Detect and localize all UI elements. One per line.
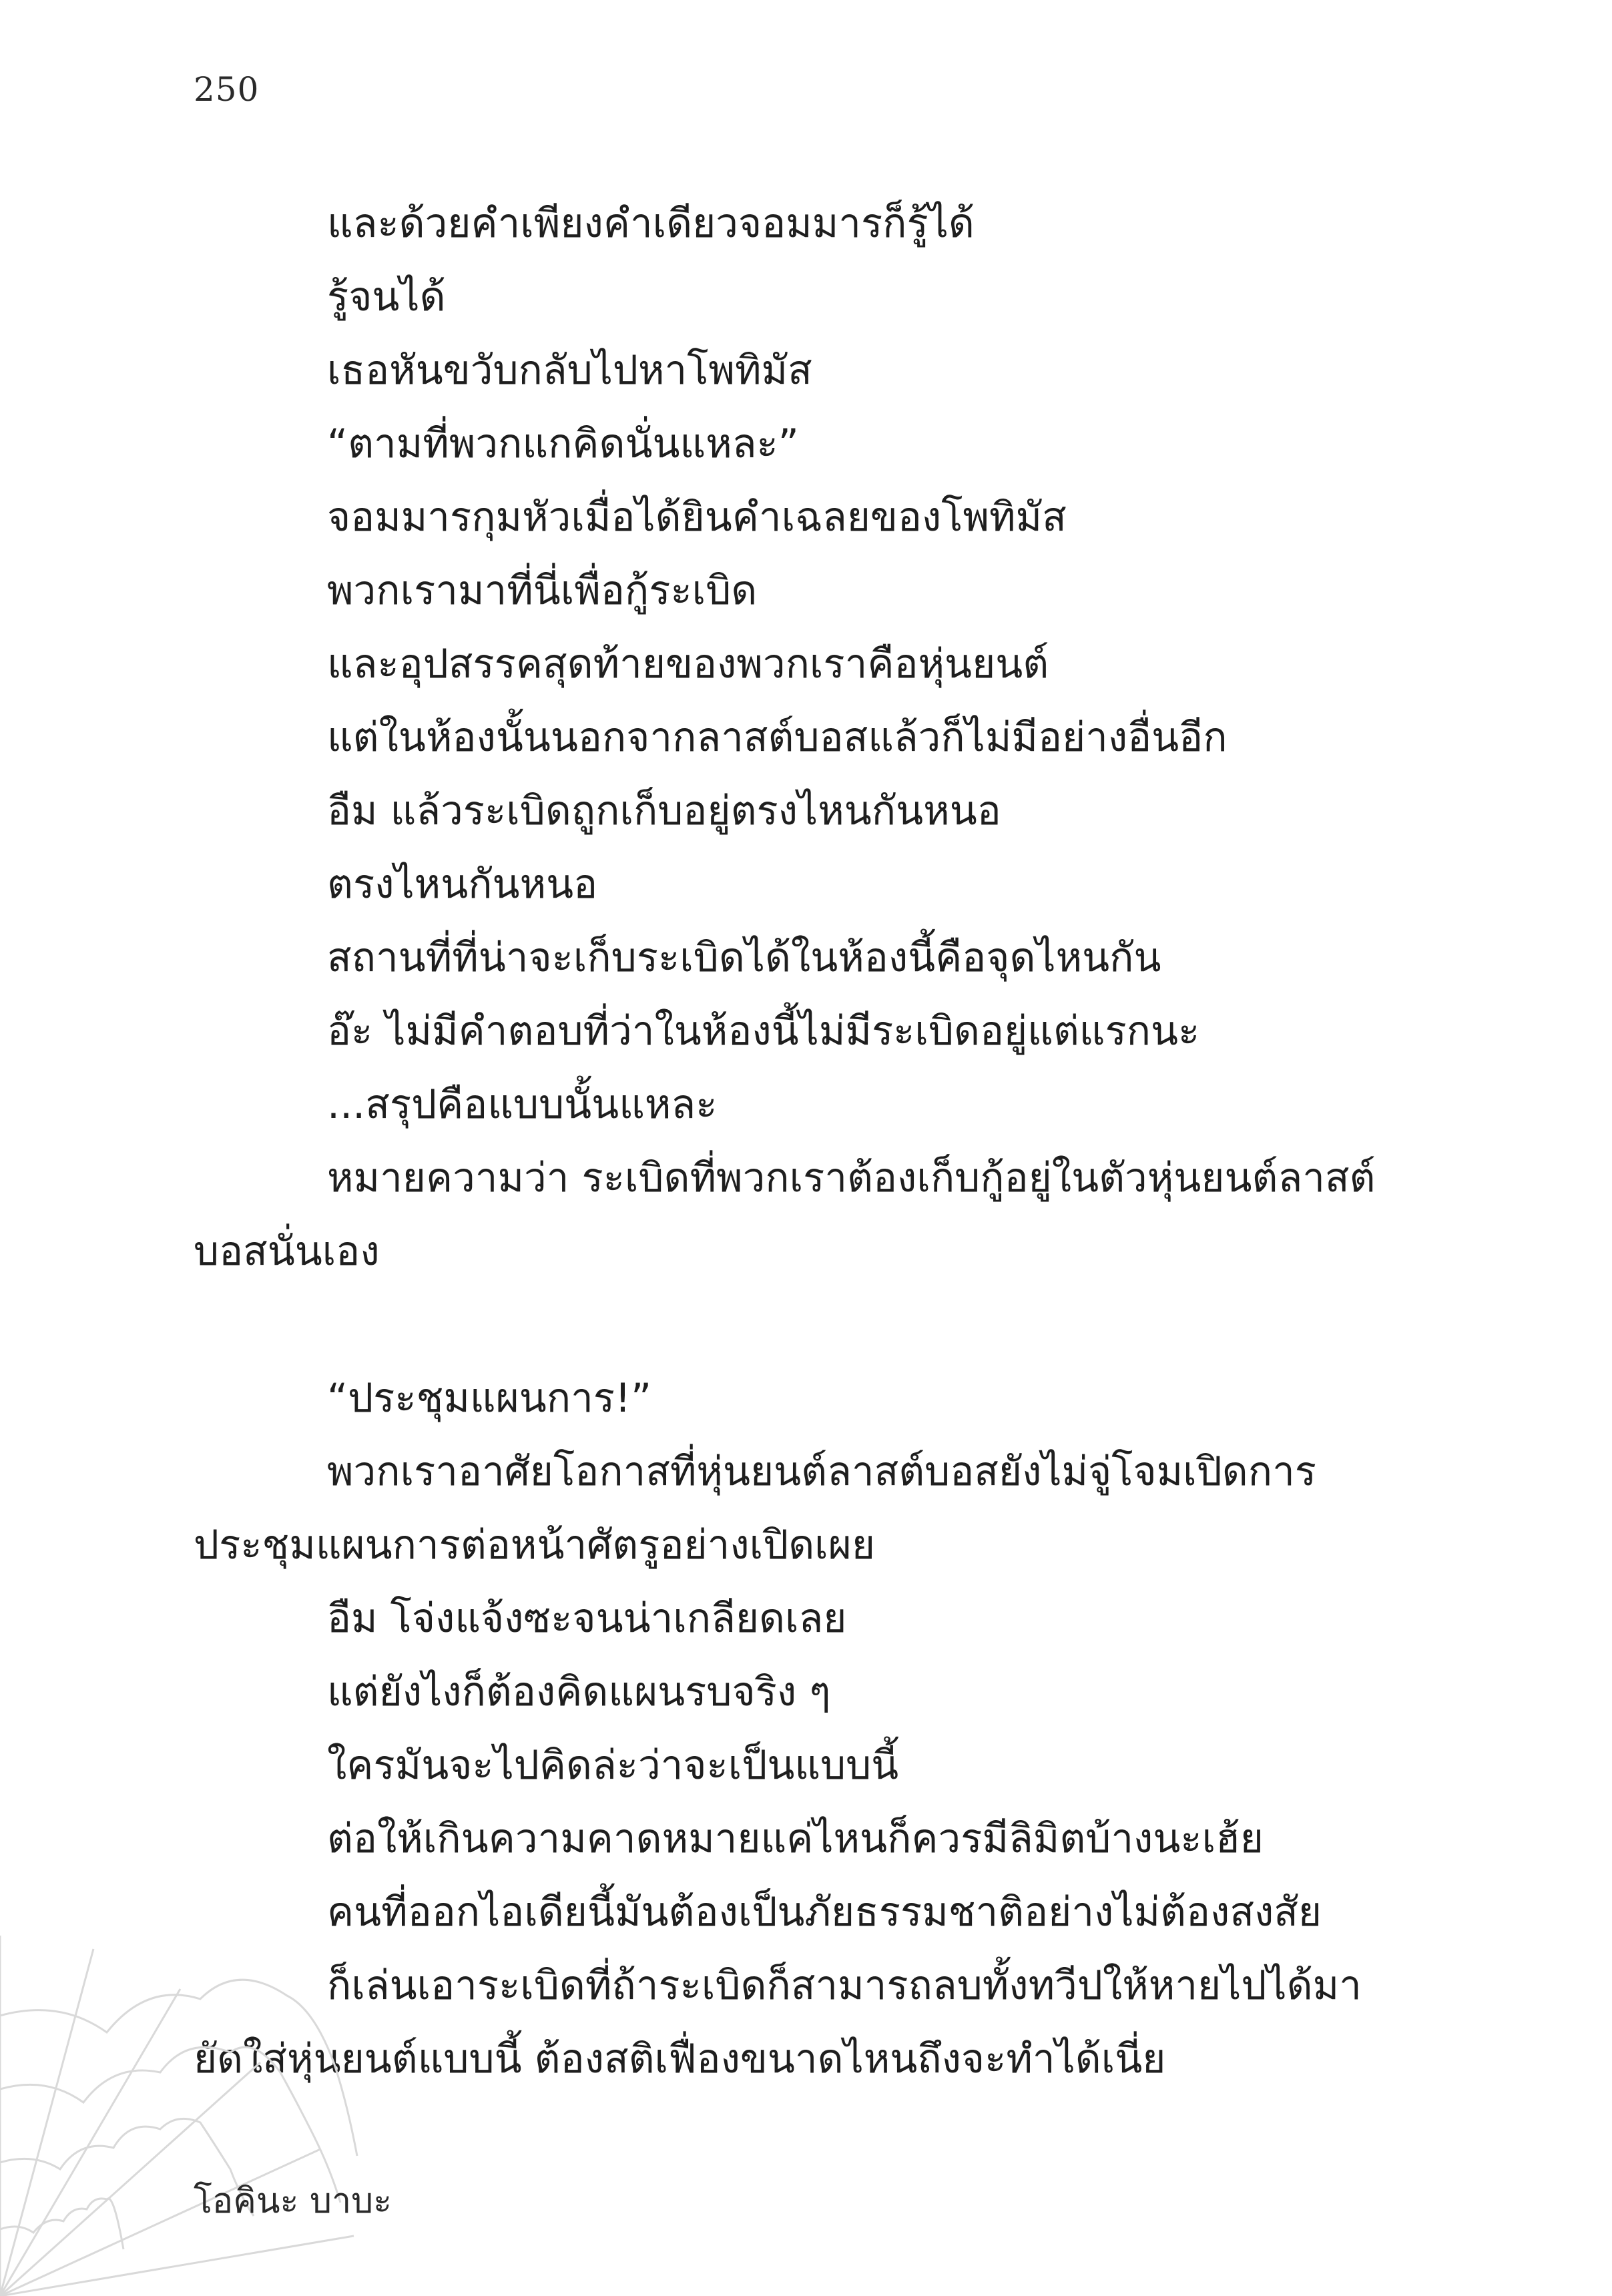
paragraph: พวกเรามาที่นี่เพื่อกู้ระเบิด: [327, 567, 758, 614]
paragraph: แต่ยังไงก็ต้องคิดแผนรบจริง ๆ: [327, 1669, 831, 1715]
chapter-text: [194, 187, 1408, 2096]
paragraph: “ตามที่พวกแกคิดนั่นแหละ”: [327, 420, 799, 467]
paragraph: อืม แล้วระเบิดถูกเก็บอยู่ตรงไหนกันหนอ: [327, 788, 1001, 834]
paragraph: สถานที่ที่น่าจะเก็บระเบิดได้ในห้องนี้คือจุดไหนกัน: [327, 934, 1161, 981]
paragraph: พวกเราอาศัยโอกาสที่หุ่นยนต์ลาสต์บอสยังไม่จู่โจมเปิดการประชุมแผนการต่อหน้าศัตรูอย่างเปิดเผย: [194, 1448, 1316, 1568]
paragraph: จอมมารกุมหัวเมื่อได้ยินคำเฉลยของโพทิมัส: [327, 494, 1067, 541]
paragraph: ก็เล่นเอาระเบิดที่ถ้าระเบิดก็สามารถลบทั้งทวีปให้หายไปได้มายัดใส่หุ่นยนต์แบบนี้ ต้องสติเฟื่องขนาดไหนถึงจะทำได้เนี่ย: [194, 1962, 1362, 2082]
paragraph: อืม โจ่งแจ้งซะจนน่าเกลียดเลย: [327, 1595, 847, 1642]
spider-web-icon: [0, 1936, 360, 2296]
paragraph: ต่อให้เกินความคาดหมายแค่ไหนก็ควรมีลิมิตบ้างนะเฮ้ย: [327, 1815, 1264, 1862]
paragraph: คนที่ออกไอเดียนี้มันต้องเป็นภัยธรรมชาติอย่างไม่ต้องสงสัย: [327, 1889, 1322, 1936]
paragraph: ...สรุปคือแบบนั้นแหละ: [327, 1081, 718, 1128]
section-break: [194, 1288, 1408, 1362]
paragraph: และอุปสรรคสุดท้ายของพวกเราคือหุ่นยนต์: [327, 641, 1049, 687]
footer-author: โอคินะ บาบะ: [194, 2181, 392, 2221]
paragraph: ตรงไหนกันหนอ: [327, 861, 598, 908]
paragraph: และด้วยคำเพียงคำเดียวจอมมารก็รู้ได้: [327, 200, 975, 247]
paragraph: แต่ในห้องนั้นนอกจากลาสต์บอสแล้วก็ไม่มีอย่างอื่นอีก: [327, 714, 1228, 761]
paragraph: หมายความว่า ระเบิดที่พวกเราต้องเก็บกู้อยู่ในตัวหุ่นยนต์ลาสต์บอสนั่นเอง: [194, 1155, 1376, 1275]
paragraph: “ประชุมแผนการ!”: [327, 1375, 652, 1422]
page-number: 250: [194, 70, 260, 109]
paragraph: เธอหันขวับกลับไปหาโพทิมัส: [327, 347, 812, 394]
paragraph: อ๊ะ ไม่มีคำตอบที่ว่าในห้องนี้ไม่มีระเบิดอยู่แต่แรกนะ: [327, 1008, 1200, 1055]
paragraph: ใครมันจะไปคิดล่ะว่าจะเป็นแบบนี้: [327, 1742, 899, 1789]
paragraph: รู้จนได้: [327, 274, 446, 320]
